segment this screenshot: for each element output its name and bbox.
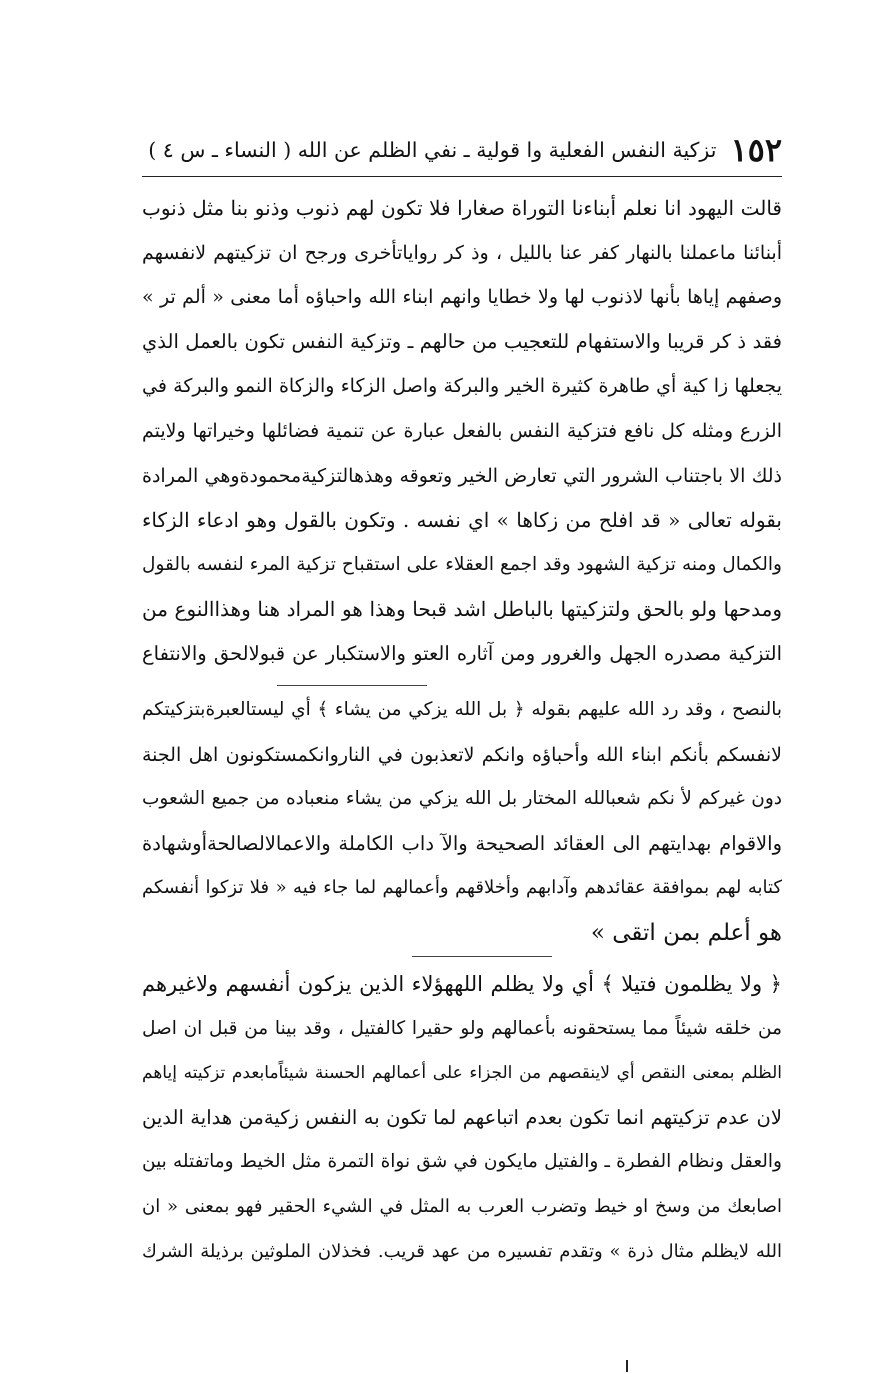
text-line: ومدحها ولو بالحق ولتزكيتها بالباطل اشد قبحا وهذا هو المراد هنا وهذاالنوع من bbox=[142, 597, 782, 622]
text-line: التزكية مصدره الجهل والغرور ومن آثاره العتو والاستكبار عن قبولالحق والانتفاع bbox=[142, 641, 782, 665]
running-title: تزكية النفس الفعلية وا قولية ـ نفي الظلم عن الله ( النساء ـ س ٤ ) bbox=[148, 138, 717, 162]
text-line: والكمال ومنه تزكية الشهود وقد اجمع العقلاء على استقباح تزكية المرء لنفسه بالقول bbox=[142, 553, 782, 575]
text-line: ﴿ ولا يظلمون فتيلا ﴾ أي ولا يظلم اللههؤلاء الذين يزكون أنفسهم ولاغيرهم bbox=[142, 972, 782, 996]
text-line: كتابه لهم بموافقة عقائدهم وآدابهم وأخلاقهم وأعمالهم لما جاء فيه « فلا تزكوا أنفسكم bbox=[142, 877, 782, 899]
text-line: اصابعك من وسخ او خيط وتضرب العرب به المثل في الشيء الحقير فهو بمعنى « ان bbox=[142, 1195, 782, 1217]
scan-mark bbox=[626, 1360, 628, 1372]
text-line: يجعلها زا كية أي طاهرة كثيرة الخير والبركة واصل الزكاء والزكاة النمو والبركة في bbox=[142, 375, 782, 398]
text-line: قالت اليهود انا نعلم أبناءنا التوراة صغارا فلا تكون لهم ذنوب وذنو بنا مثل ذنوب bbox=[142, 196, 782, 220]
text-line: لان عدم تزكيتهم انما تكون بعدم اتباعهم لما تكون به النفس زكيةمن هداية الدين bbox=[142, 1105, 782, 1129]
paragraph-fatil bbox=[142, 962, 782, 1274]
text-line: ذلك الا باجتناب الشرور التي تعارض الخير وتعوقه وهذهالتزكيةمحمودةوهي المرادة bbox=[142, 464, 782, 487]
header-rule bbox=[142, 176, 782, 177]
text-line: وصفهم إياها بأنها لاذنوب لها ولا خطايا وانهم ابناء الله واحباؤه أما معنى « ألم تر » bbox=[142, 286, 782, 309]
text-line: الله لايظلم مثال ذرة » وتقدم تفسيره من عهد قريب. فخذلان الملوثين برذيلة الشرك bbox=[142, 1240, 782, 1262]
text-line: من خلقه شيئاً مما يستحقونه بأعمالهم ولو حقيرا كالفتيل ، وقد بينا من قبل ان اصل bbox=[142, 1017, 782, 1039]
section-separator bbox=[412, 956, 552, 957]
text-line: والاقوام بهدايتهم الى العقائد الصحيحة والآ داب الكاملة والاعمالالصالحةأوشهادة bbox=[142, 831, 782, 855]
paragraph-tazkiya bbox=[142, 186, 782, 677]
text-line: والعقل ونظام الفطرة ـ والفتيل مايكون في شق نواة التمرة مثل الخيط وماتفتله بين bbox=[142, 1151, 782, 1173]
text-line: هو أعلم بمن اتقى » bbox=[590, 919, 782, 946]
text-line: الزرع ومثله كل نافع فتزكية النفس بالفعل عبارة عن تنمية فضائلها وخيراتها ولايتم bbox=[142, 419, 782, 442]
paragraph-rebuttal bbox=[142, 688, 782, 956]
text-line: الظلم بمعنى النقص أي لاينقصهم من الجزاء على أعمالهم الحسنة شيئاًمابعدم تزكيته إياهم bbox=[142, 1063, 782, 1084]
text-line: بالنصح ، وقد رد الله عليهم بقوله ﴿ بل الله يزكي من يشاء ﴾ أي ليستالعبرةبتزكيتكم bbox=[142, 699, 782, 720]
text-line: بقوله تعالى « قد افلح من زكاها » اي نفسه . وتكون بالقول وهو ادعاء الزكاء bbox=[142, 508, 782, 533]
page-number: ١٥٢ bbox=[730, 131, 782, 169]
page-header bbox=[142, 128, 782, 172]
text-line: أبنائنا ماعملنا بالنهار كفر عنا بالليل ، وذ كر رواياتأخرى ورجح ان تزكيتهم لانفسهم bbox=[142, 241, 782, 264]
text-line: لانفسكم بأنكم ابناء الله وأحباؤه وانكم لاتعذبون في الناروانكمستكونون اهل الجنة bbox=[142, 743, 782, 766]
text-line: فقد ذ كر قريبا والاستفهام للتعجيب من حالهم ـ وتزكية النفس تكون بالعمل الذي bbox=[142, 329, 782, 353]
section-separator bbox=[277, 685, 427, 686]
text-line: دون غيركم لأ نكم شعبالله المختار بل الله يزكي من يشاء منعباده من جميع الشعوب bbox=[142, 788, 782, 810]
